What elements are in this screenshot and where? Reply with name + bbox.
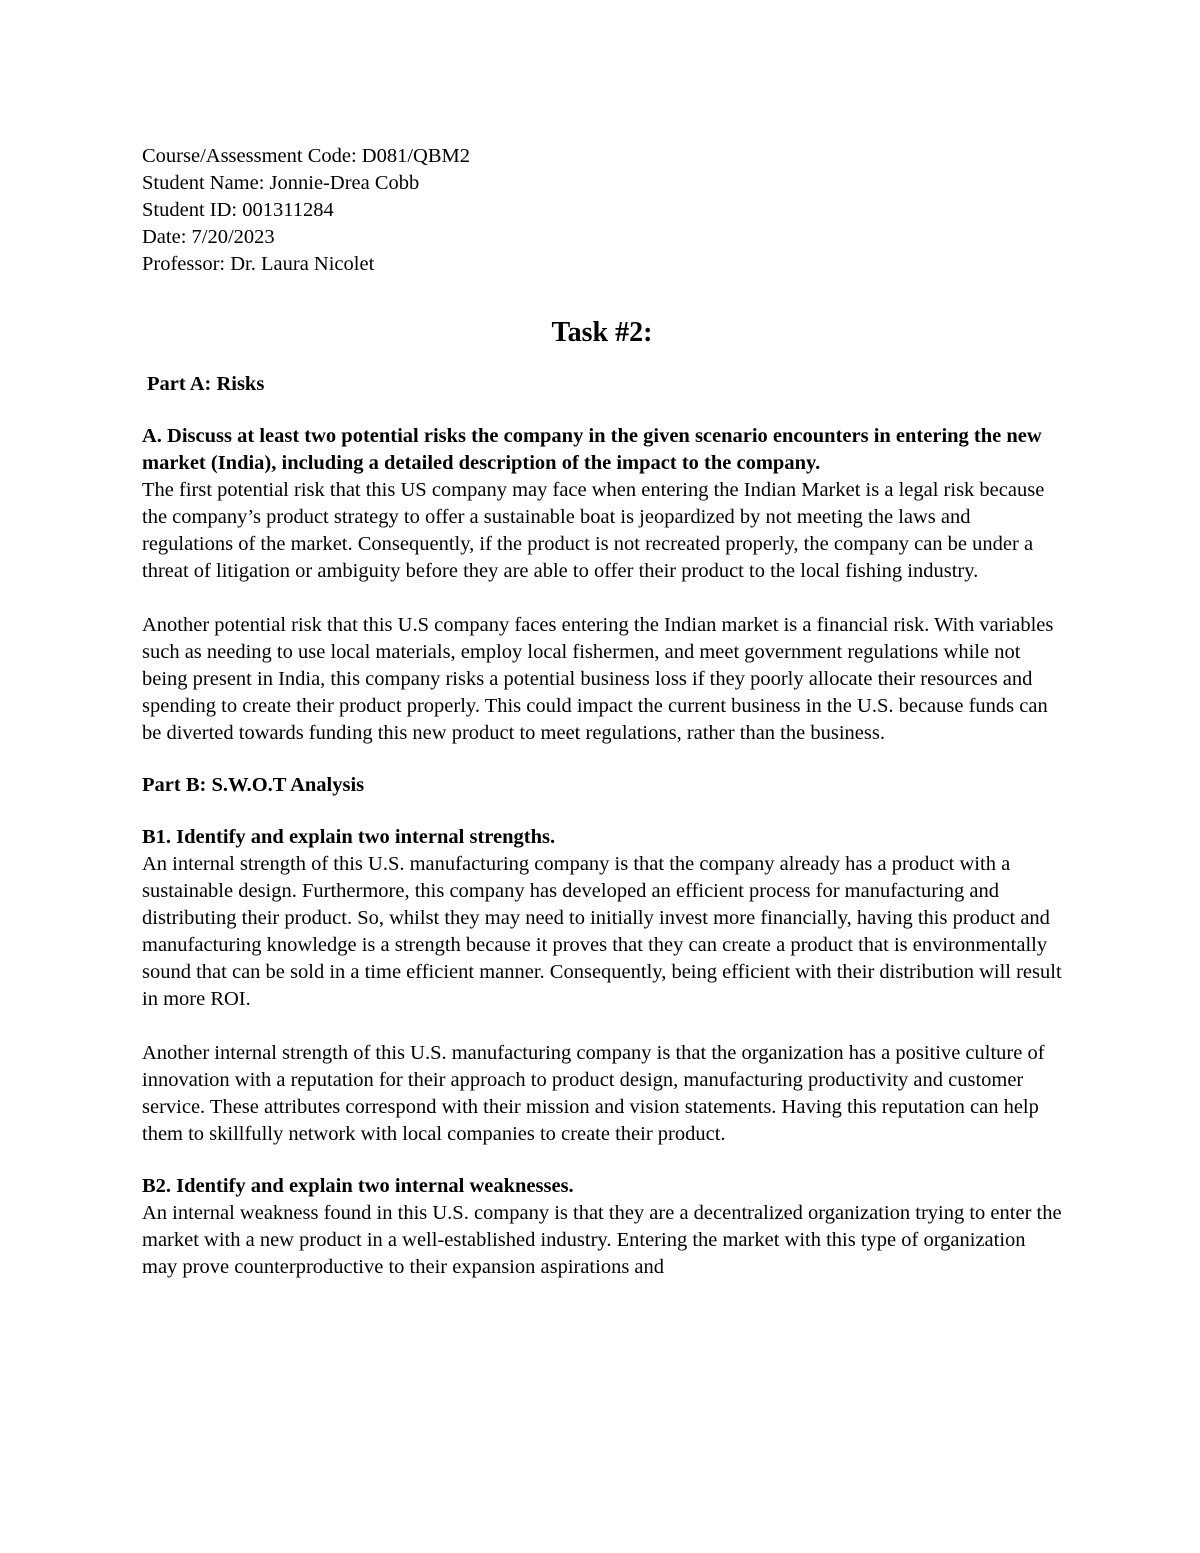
b1-paragraph-1: An internal strength of this U.S. manufacturing company is that the company already has a product with a sustainable design. Furthermore, this company has developed an efficient process for manufacturing and distributing their product. So, whilst they may need to initially invest more financially, having this product and manufacturing knowledge is a strength because it proves that they can create a product that is environmentally sound that can be sold in a time efficient manner. Consequently, being efficient with their distribution will result in more ROI. <box>142 853 1062 1010</box>
student-id: Student ID: 001311284 <box>142 199 334 221</box>
document-page <box>142 143 1062 1281</box>
part-a-paragraph-1: The first potential risk that this US company may face when entering the Indian Market is a legal risk because the company’s product strategy to offer a sustainable boat is jeopardized by not meeting the laws and regulations of the market. Consequently, if the product is not recreated properly, the company can be under a threat of litigation or ambiguity before they are able to offer their product to the local fishing industry. <box>142 479 1045 582</box>
part-a-paragraph-2: Another potential risk that this U.S company faces entering the Indian market is a financial risk. With variables such as needing to use local materials, employ local fishermen, and meet government regulations while not being present in India, this company risks a potential business loss if they poorly allocate their resources and spending to create their product properly. This could impact the current business in the U.S. because funds can be diverted towards funding this new product to meet regulations, rather than the business. <box>142 614 1054 744</box>
course-code: Course/Assessment Code: D081/QBM2 <box>142 145 470 167</box>
part-a-heading: Part A: Risks <box>147 373 265 395</box>
page-title: Task #2: <box>551 317 653 348</box>
b2-question: B2. Identify and explain two internal weaknesses. <box>142 1175 574 1197</box>
professor: Professor: Dr. Laura Nicolet <box>142 253 375 275</box>
student-name: Student Name: Jonnie-Drea Cobb <box>142 172 420 194</box>
header-block <box>142 143 1062 278</box>
part-b-heading: Part B: S.W.O.T Analysis <box>142 774 365 796</box>
b1-question: B1. Identify and explain two internal strengths. <box>142 826 556 848</box>
b2-paragraph-1: An internal weakness found in this U.S. company is that they are a decentralized organization trying to enter the market with a new product in a well-established industry. Entering the market with this type of organization may prove counterproductive to their expansion aspirations and <box>142 1202 1062 1278</box>
date: Date: 7/20/2023 <box>142 226 275 248</box>
b1-paragraph-2: Another internal strength of this U.S. manufacturing company is that the organization has a positive culture of innovation with a reputation for their approach to product design, manufacturing productivity and customer service. These attributes correspond with their mission and vision statements. Having this reputation can help them to skillfully network with local companies to create their product. <box>142 1042 1045 1145</box>
part-a-question: A. Discuss at least two potential risks the company in the given scenario encounters in entering the new market (India), including a detailed description of the impact to the company. <box>142 425 1042 474</box>
